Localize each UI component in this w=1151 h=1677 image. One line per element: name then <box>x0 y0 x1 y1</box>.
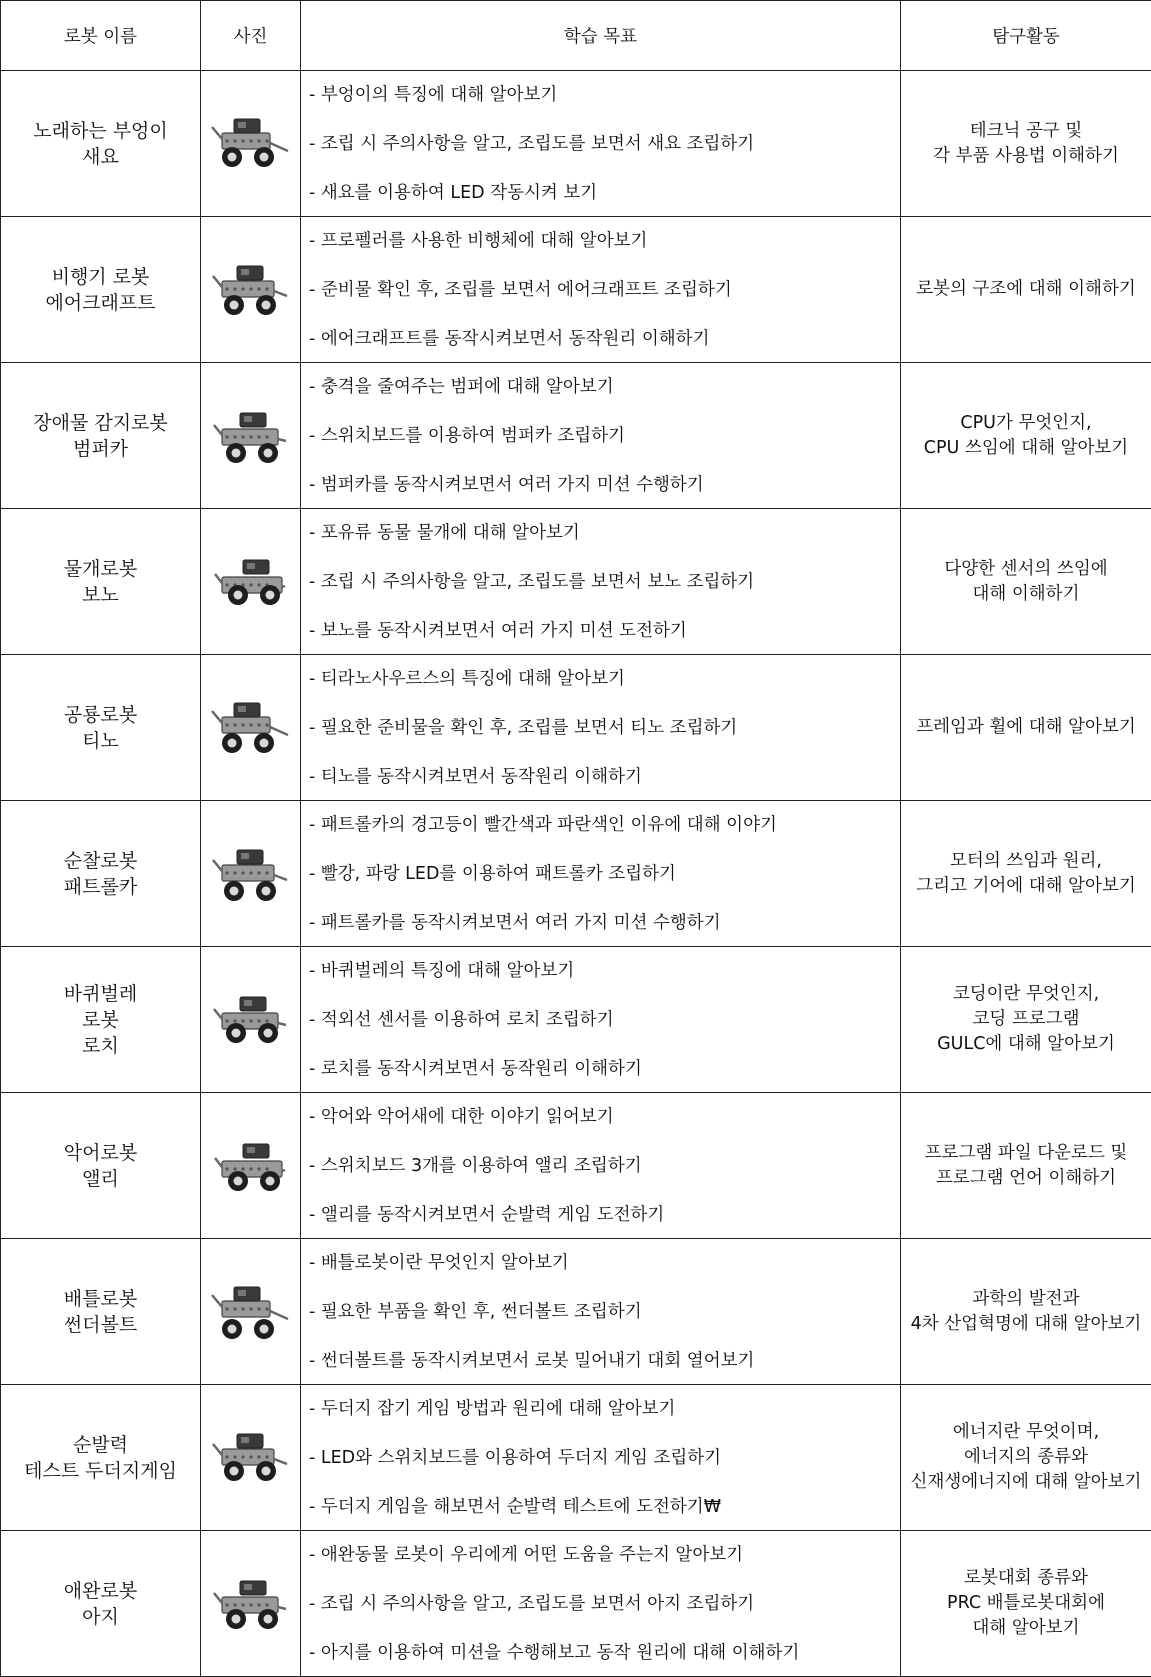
learning-goal-item: - 필요한 부품을 확인 후, 썬더볼트 조립하기 <box>309 1301 642 1322</box>
learning-goal-item: - 아지를 이용하여 미션을 수행해보고 동작 원리에 대해 이해하기 <box>309 1642 800 1663</box>
robot-name-cell: 애완로봇 아지 <box>1 1531 201 1677</box>
robot-name-cell: 순발력 테스트 두더지게임 <box>1 1385 201 1531</box>
header-row <box>1 1 1151 71</box>
learning-goal-item: - 스위치보드를 이용하여 범퍼카 조립하기 <box>309 425 625 446</box>
learning-goals-cell <box>301 1531 901 1677</box>
table-row <box>1 509 1151 655</box>
learning-goals-cell <box>301 655 901 801</box>
robot-name-cell: 배틀로봇 썬더볼트 <box>1 1239 201 1385</box>
learning-goal-item: - 프로펠러를 사용한 비행체에 대해 알아보기 <box>309 230 648 251</box>
robot-photo-cell <box>201 1093 301 1239</box>
robot-name-cell: 공룡로봇 티노 <box>1 655 201 801</box>
learning-goals-cell <box>301 947 901 1093</box>
header-activity: 탐구활동 <box>901 1 1151 71</box>
pet-dog-robot-icon <box>201 1565 300 1643</box>
learning-goal-item: - 스위치보드 3개를 이용하여 앨리 조립하기 <box>309 1155 642 1176</box>
crocodile-robot-icon <box>201 1127 300 1205</box>
table-row <box>1 655 1151 801</box>
activity-cell: 로봇의 구조에 대해 이해하기 <box>901 217 1151 363</box>
activity-cell: 로봇대회 종류와 PRC 배틀로봇대회에 대해 알아보기 <box>901 1531 1151 1677</box>
robot-photo-cell <box>201 1385 301 1531</box>
learning-goal-item: - 빨강, 파랑 LED를 이용하여 패트롤카 조립하기 <box>309 863 676 884</box>
robot-name-cell: 악어로봇 앨리 <box>1 1093 201 1239</box>
robot-photo-cell <box>201 217 301 363</box>
learning-goal-item: - 애완동물 로봇이 우리에게 어떤 도움을 주는지 알아보기 <box>309 1544 744 1565</box>
robot-name-cell: 비행기 로봇 에어크래프트 <box>1 217 201 363</box>
battle-robot-icon <box>201 1273 300 1351</box>
activity-cell: 다양한 센서의 쓰임에 대해 이해하기 <box>901 509 1151 655</box>
header-photo: 사진 <box>201 1 301 71</box>
table-row <box>1 1239 1151 1385</box>
learning-goal-item: - 조립 시 주의사항을 알고, 조립도를 보면서 보노 조립하기 <box>309 571 755 592</box>
activity-cell: 코딩이란 무엇인지, 코딩 프로그램 GULC에 대해 알아보기 <box>901 947 1151 1093</box>
bumper-car-robot-icon <box>201 397 300 475</box>
learning-goals-cell <box>301 801 901 947</box>
learning-goal-item: - 앨리를 동작시켜보면서 순발력 게임 도전하기 <box>309 1204 665 1225</box>
table-row <box>1 801 1151 947</box>
learning-goal-item: - 두더지 게임을 해보면서 순발력 테스트에 도전하기₩ <box>309 1496 721 1517</box>
learning-goal-item: - 악어와 악어새에 대한 이야기 읽어보기 <box>309 1106 614 1127</box>
activity-cell: 프레임과 휠에 대해 알아보기 <box>901 655 1151 801</box>
learning-goal-item: - 패트롤카의 경고등이 빨간색과 파란색인 이유에 대해 이야기 <box>309 814 777 835</box>
learning-goal-item: - 썬더볼트를 동작시켜보면서 로봇 밀어내기 대회 열어보기 <box>309 1350 755 1371</box>
robot-photo-cell <box>201 71 301 217</box>
aircraft-robot-icon <box>201 251 300 329</box>
robot-photo-cell <box>201 655 301 801</box>
learning-goal-item: - 에어크래프트를 동작시켜보면서 동작원리 이해하기 <box>309 328 710 349</box>
patrol-car-robot-icon <box>201 835 300 913</box>
whack-a-mole-robot-icon <box>201 1419 300 1497</box>
activity-cell: 과학의 발전과 4차 산업혁명에 대해 알아보기 <box>901 1239 1151 1385</box>
activity-cell: 모터의 쓰임과 원리, 그리고 기어에 대해 알아보기 <box>901 801 1151 947</box>
learning-goal-item: - 로치를 동작시켜보면서 동작원리 이해하기 <box>309 1058 642 1079</box>
learning-goals-cell <box>301 217 901 363</box>
robot-name-cell: 물개로봇 보노 <box>1 509 201 655</box>
table-row <box>1 71 1151 217</box>
learning-goal-item: - 부엉이의 특징에 대해 알아보기 <box>309 84 558 105</box>
learning-goal-item: - 조립 시 주의사항을 알고, 조립도를 보면서 새요 조립하기 <box>309 133 755 154</box>
learning-goal-item: - 준비물 확인 후, 조립를 보면서 에어크래프트 조립하기 <box>309 279 732 300</box>
learning-goal-item: - 패트롤카를 동작시켜보면서 여러 가지 미션 수행하기 <box>309 912 721 933</box>
learning-goal-item: - LED와 스위치보드를 이용하여 두더지 게임 조립하기 <box>309 1447 722 1468</box>
table-row <box>1 1531 1151 1677</box>
header-robot-name: 로봇 이름 <box>1 1 201 71</box>
learning-goal-item: - 조립 시 주의사항을 알고, 조립도를 보면서 아지 조립하기 <box>309 1593 755 1614</box>
activity-cell: CPU가 무엇인지, CPU 쓰임에 대해 알아보기 <box>901 363 1151 509</box>
seal-robot-icon <box>201 543 300 621</box>
learning-goal-item: - 범퍼카를 동작시켜보면서 여러 가지 미션 수행하기 <box>309 474 704 495</box>
robot-photo-cell <box>201 1531 301 1677</box>
learning-goal-item: - 새요를 이용하여 LED 작동시켜 보기 <box>309 182 598 203</box>
robot-name-cell: 바퀴벌레 로봇 로치 <box>1 947 201 1093</box>
learning-goals-cell <box>301 1239 901 1385</box>
robot-name-cell: 순찰로봇 패트롤카 <box>1 801 201 947</box>
learning-goal-item: - 티노를 동작시켜보면서 동작원리 이해하기 <box>309 766 642 787</box>
activity-cell: 에너지란 무엇이며, 에너지의 종류와 신재생에너지에 대해 알아보기 <box>901 1385 1151 1531</box>
learning-goal-item: - 보노를 동작시켜보면서 여러 가지 미션 도전하기 <box>309 620 687 641</box>
table-row <box>1 1385 1151 1531</box>
robot-photo-cell <box>201 1239 301 1385</box>
learning-goal-item: - 적외선 센서를 이용하여 로치 조립하기 <box>309 1009 614 1030</box>
robot-photo-cell <box>201 509 301 655</box>
robot-name-cell: 노래하는 부엉이 새요 <box>1 71 201 217</box>
learning-goals-cell <box>301 1385 901 1531</box>
learning-goal-item: - 티라노사우르스의 특징에 대해 알아보기 <box>309 668 625 689</box>
learning-goal-item: - 배틀로봇이란 무엇인지 알아보기 <box>309 1252 569 1273</box>
learning-goal-item: - 충격을 줄여주는 범퍼에 대해 알아보기 <box>309 376 614 397</box>
learning-goal-item: - 바퀴벌레의 특징에 대해 알아보기 <box>309 960 575 981</box>
activity-cell: 프로그램 파일 다운로드 및 프로그램 언어 이해하기 <box>901 1093 1151 1239</box>
table-row <box>1 363 1151 509</box>
robot-photo-cell <box>201 947 301 1093</box>
learning-goal-item: - 필요한 준비물을 확인 후, 조립를 보면서 티노 조립하기 <box>309 717 738 738</box>
learning-goals-cell <box>301 71 901 217</box>
robot-photo-cell <box>201 363 301 509</box>
dinosaur-robot-icon <box>201 689 300 767</box>
header-learning-goals: 학습 목표 <box>301 1 901 71</box>
table-body <box>1 1 1151 1677</box>
learning-goals-cell <box>301 363 901 509</box>
roach-robot-icon <box>201 981 300 1059</box>
learning-goals-cell <box>301 509 901 655</box>
table-row <box>1 947 1151 1093</box>
robot-photo-cell <box>201 801 301 947</box>
learning-goals-cell <box>301 1093 901 1239</box>
learning-goal-item: - 포유류 동물 물개에 대해 알아보기 <box>309 522 580 543</box>
robot-name-cell: 장애물 감지로봇 범퍼카 <box>1 363 201 509</box>
activity-cell: 테크닉 공구 및 각 부품 사용법 이해하기 <box>901 71 1151 217</box>
owl-robot-icon <box>201 105 300 183</box>
learning-goal-item: - 두더지 잡기 게임 방법과 원리에 대해 알아보기 <box>309 1398 676 1419</box>
table-row <box>1 1093 1151 1239</box>
table-row <box>1 217 1151 363</box>
